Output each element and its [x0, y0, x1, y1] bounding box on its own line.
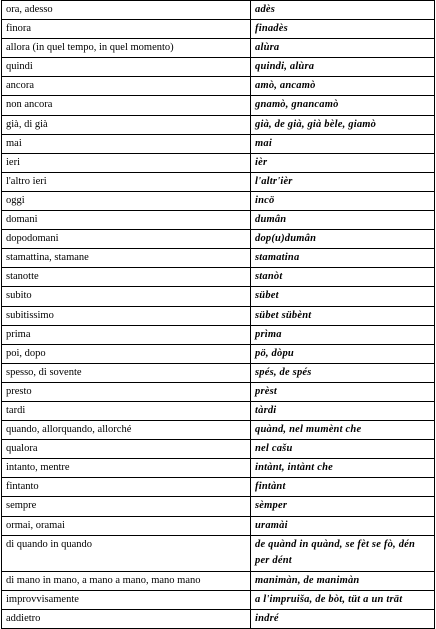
table-row: [2, 440, 435, 459]
table-row: [2, 382, 435, 401]
dialect-term-cell: mai: [251, 134, 435, 153]
italian-term-cell: ieri: [2, 153, 251, 172]
italian-term-cell: allora (in quel tempo, in quel momento): [2, 39, 251, 58]
table-row: [2, 287, 435, 306]
table-row: [2, 134, 435, 153]
table-row: [2, 401, 435, 420]
italian-term-cell: domani: [2, 211, 251, 230]
italian-term-cell: improvvisamente: [2, 590, 251, 609]
italian-term-cell: qualora: [2, 440, 251, 459]
table-row: [2, 153, 435, 172]
italian-term-cell: quindi: [2, 58, 251, 77]
italian-term-cell: poi, dopo: [2, 344, 251, 363]
italian-term-cell: già, di già: [2, 115, 251, 134]
dialect-term-cell: manimàn, de manimàn: [251, 571, 435, 590]
dialect-term-cell: sübet sübènt: [251, 306, 435, 325]
italian-term-cell: intanto, mentre: [2, 459, 251, 478]
dialect-term-cell: quànd, nel mumènt che: [251, 421, 435, 440]
table-row: [2, 590, 435, 609]
italian-term-cell: spesso, di sovente: [2, 363, 251, 382]
dialect-term-cell: finadès: [251, 20, 435, 39]
italian-term-cell: subito: [2, 287, 251, 306]
dialect-term-cell: quindi, alùra: [251, 58, 435, 77]
italian-term-cell: stanotte: [2, 268, 251, 287]
dialect-term-cell: nel cašu: [251, 440, 435, 459]
dialect-term-cell: gnamò, gnancamò: [251, 96, 435, 115]
table-row: [2, 191, 435, 210]
italian-term-cell: mai: [2, 134, 251, 153]
dialect-term-cell: prèst: [251, 382, 435, 401]
italian-term-cell: ora, adesso: [2, 1, 251, 20]
table-row: [2, 115, 435, 134]
dialect-term-cell: tàrdi: [251, 401, 435, 420]
table-row: [2, 172, 435, 191]
table-row: [2, 306, 435, 325]
table-row: [2, 478, 435, 497]
dialect-term-cell: alùra: [251, 39, 435, 58]
dialect-term-cell: indré: [251, 610, 435, 629]
dialect-term-cell: ièr: [251, 153, 435, 172]
dialect-term-cell: prìma: [251, 325, 435, 344]
italian-term-cell: ormai, oramai: [2, 516, 251, 535]
table-body: [2, 1, 435, 629]
italian-term-cell: finora: [2, 20, 251, 39]
dialect-term-cell: sübet: [251, 287, 435, 306]
table-row: [2, 268, 435, 287]
dialect-term-cell: l'altr'ièr: [251, 172, 435, 191]
table-row: [2, 325, 435, 344]
dialect-term-cell: fintànt: [251, 478, 435, 497]
dialect-term-cell: amò, ancamò: [251, 77, 435, 96]
italian-term-cell: ancora: [2, 77, 251, 96]
italian-term-cell: di quando in quando: [2, 535, 251, 571]
italian-term-cell: tardi: [2, 401, 251, 420]
table-row: [2, 58, 435, 77]
table-row: [2, 421, 435, 440]
dialect-term-cell: sèmper: [251, 497, 435, 516]
dialect-term-cell: già, de già, già bèle, giamò: [251, 115, 435, 134]
italian-term-cell: oggi: [2, 191, 251, 210]
table-row: [2, 96, 435, 115]
italian-term-cell: l'altro ieri: [2, 172, 251, 191]
dialect-term-cell: incö: [251, 191, 435, 210]
dialect-term-cell: intànt, intànt che: [251, 459, 435, 478]
dialect-term-cell: pö, dòpu: [251, 344, 435, 363]
table-row: [2, 1, 435, 20]
table-row: [2, 211, 435, 230]
italian-term-cell: presto: [2, 382, 251, 401]
dialect-term-cell: dop(u)dumân: [251, 230, 435, 249]
dialect-term-cell: a l'impruišа, de bòt, tüt a un trät: [251, 590, 435, 609]
table-row: [2, 571, 435, 590]
italian-term-cell: sempre: [2, 497, 251, 516]
table-row: [2, 77, 435, 96]
table-row: [2, 249, 435, 268]
italian-term-cell: di mano in mano, a mano a mano, mano mano: [2, 571, 251, 590]
table-row: [2, 459, 435, 478]
italian-term-cell: addietro: [2, 610, 251, 629]
table-row: [2, 363, 435, 382]
dialect-term-cell: adès: [251, 1, 435, 20]
table-row: [2, 516, 435, 535]
table-row: [2, 535, 435, 571]
time-adverbs-table: [1, 0, 435, 629]
table-row: [2, 610, 435, 629]
table-row: [2, 230, 435, 249]
dialect-term-cell: de quànd in quànd, se fèt se fò, dén per dént: [251, 535, 435, 571]
italian-term-cell: non ancora: [2, 96, 251, 115]
italian-term-cell: quando, allorquando, allorché: [2, 421, 251, 440]
dialect-term-cell: stamatina: [251, 249, 435, 268]
dialect-term-cell: stanòt: [251, 268, 435, 287]
table-row: [2, 344, 435, 363]
italian-term-cell: fintanto: [2, 478, 251, 497]
italian-term-cell: stamattina, stamane: [2, 249, 251, 268]
italian-term-cell: prima: [2, 325, 251, 344]
italian-term-cell: dopodomani: [2, 230, 251, 249]
table-row: [2, 497, 435, 516]
dialect-term-cell: spés, de spés: [251, 363, 435, 382]
table-row: [2, 39, 435, 58]
italian-term-cell: subitissimo: [2, 306, 251, 325]
dialect-term-cell: uramài: [251, 516, 435, 535]
table-row: [2, 20, 435, 39]
dialect-term-cell: dumân: [251, 211, 435, 230]
